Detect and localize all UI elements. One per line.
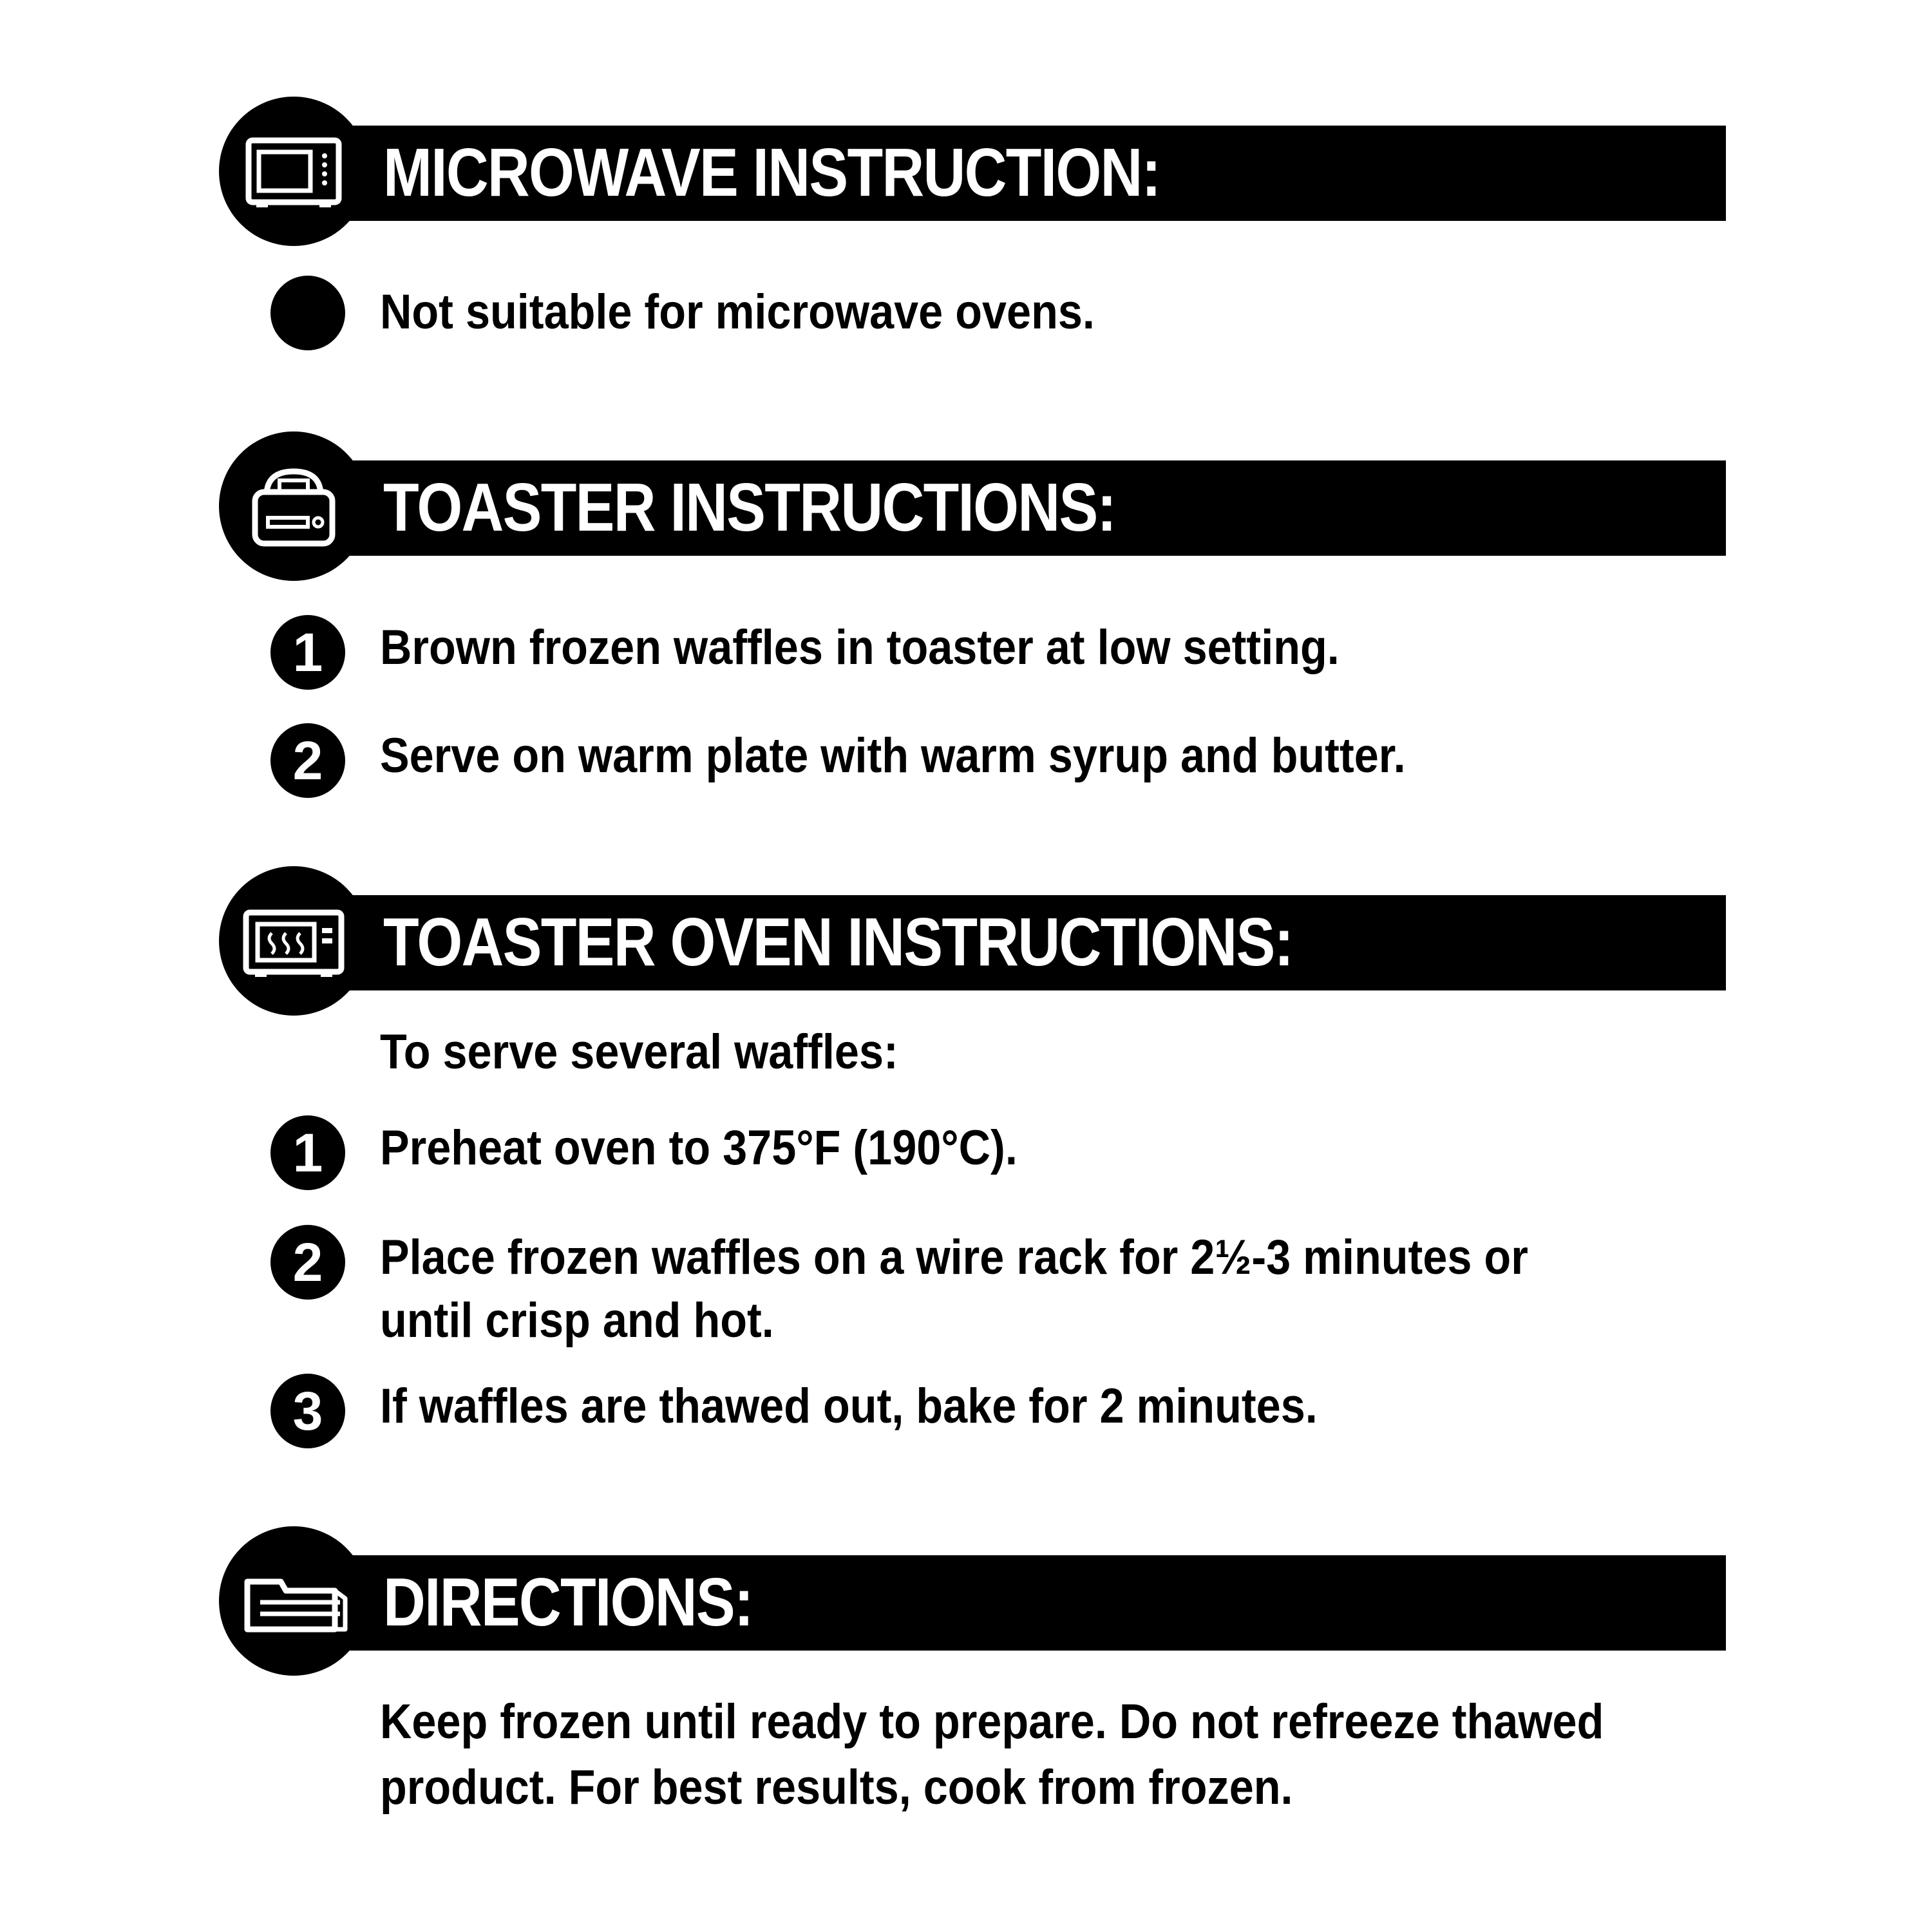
section-title: TOASTER OVEN INSTRUCTIONS: (383, 904, 1293, 980)
item-text: Brown frozen waffles in toaster at low setting. (380, 620, 1340, 675)
item-text: If waffles are thawed out, bake for 2 minutes. (380, 1379, 1318, 1434)
step-number: 1 (270, 615, 345, 690)
step-number: 1 (270, 1115, 345, 1190)
item-text-line: Place frozen waffles on a wire rack for 2½-3 minutes or (380, 1230, 1528, 1285)
toaster-section-header (219, 431, 1726, 581)
step-number: 2 (270, 723, 345, 798)
paragraph-line: product. For best results, cook from frozen. (380, 1760, 1293, 1815)
item-text-line: until crisp and hot. (380, 1293, 774, 1348)
item-text: Not suitable for microwave ovens. (380, 285, 1095, 339)
directions-section-header (219, 1526, 1726, 1676)
step-number: 3 (270, 1374, 345, 1448)
item-text: Preheat oven to 375°F (190°C). (380, 1121, 1018, 1175)
item-text: Serve on warm plate with warm syrup and butter. (380, 728, 1406, 783)
microwave-section-header (219, 97, 1726, 246)
section-title: TOASTER INSTRUCTIONS: (383, 469, 1116, 545)
item-text: To serve several waffles: (380, 1025, 898, 1079)
bullet-dot (270, 276, 345, 350)
toaster-icon (219, 431, 368, 581)
section-title: DIRECTIONS: (383, 1564, 753, 1640)
section-title: MICROWAVE INSTRUCTION: (383, 135, 1160, 211)
toaster-oven-section-header (219, 866, 1726, 1016)
microwave-icon (219, 97, 368, 246)
freezer-box-icon (219, 1526, 368, 1676)
step-number: 2 (270, 1225, 345, 1300)
toaster-oven-icon (219, 866, 368, 1016)
paragraph-line: Keep frozen until ready to prepare. Do not refreeze thawed (380, 1694, 1604, 1749)
